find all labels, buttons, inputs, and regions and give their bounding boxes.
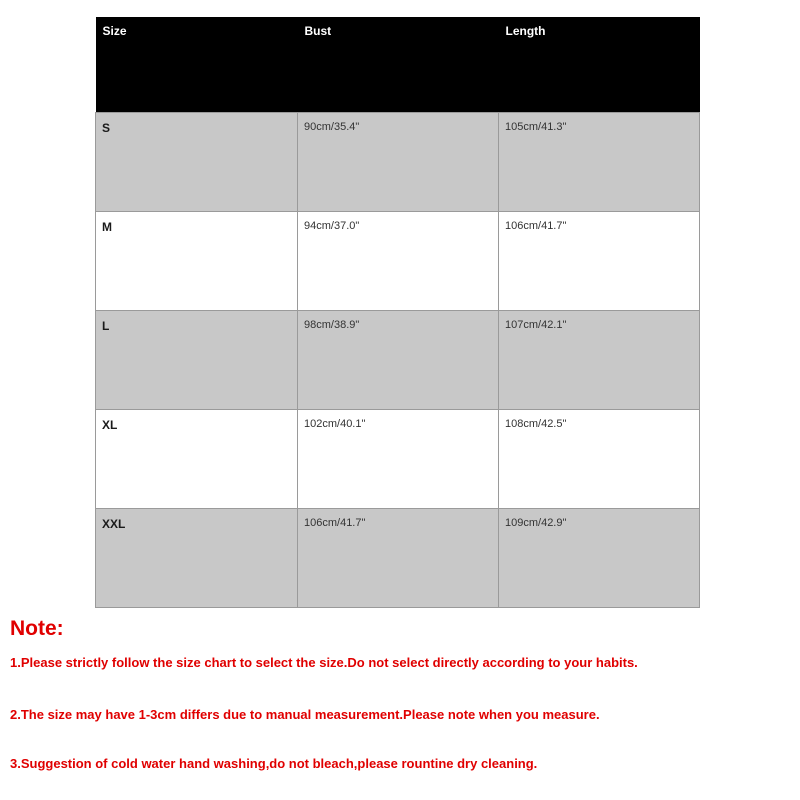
table-row [96, 211, 700, 310]
bust-cell: 98cm/38.9" [298, 310, 499, 409]
note-item-1: 1.Please strictly follow the size chart to select the size.Do not select directly according to your habits. [10, 655, 638, 670]
table-row [96, 310, 700, 409]
table-row [96, 508, 700, 607]
bust-cell: 102cm/40.1" [298, 409, 499, 508]
size-cell: M [96, 211, 298, 310]
size-cell: XL [96, 409, 298, 508]
bust-cell: 90cm/35.4" [298, 112, 499, 211]
header-bust: Bust [298, 17, 499, 112]
header-length: Length [499, 17, 700, 112]
bust-cell: 106cm/41.7" [298, 508, 499, 607]
length-cell: 105cm/41.3" [499, 112, 700, 211]
size-chart-table [95, 17, 700, 608]
length-cell: 108cm/42.5" [499, 409, 700, 508]
table-row [96, 409, 700, 508]
length-cell: 107cm/42.1" [499, 310, 700, 409]
size-cell: XXL [96, 508, 298, 607]
length-cell: 109cm/42.9" [499, 508, 700, 607]
bust-cell: 94cm/37.0" [298, 211, 499, 310]
length-cell: 106cm/41.7" [499, 211, 700, 310]
size-cell: S [96, 112, 298, 211]
table-row [96, 112, 700, 211]
note-item-2: 2.The size may have 1-3cm differs due to manual measurement.Please note when you measure. [10, 707, 600, 722]
header-size: Size [96, 17, 298, 112]
note-item-3: 3.Suggestion of cold water hand washing,do not bleach,please rountine dry cleaning. [10, 756, 538, 771]
note-title: Note: [10, 617, 64, 640]
size-cell: L [96, 310, 298, 409]
table-header-row [96, 17, 700, 112]
